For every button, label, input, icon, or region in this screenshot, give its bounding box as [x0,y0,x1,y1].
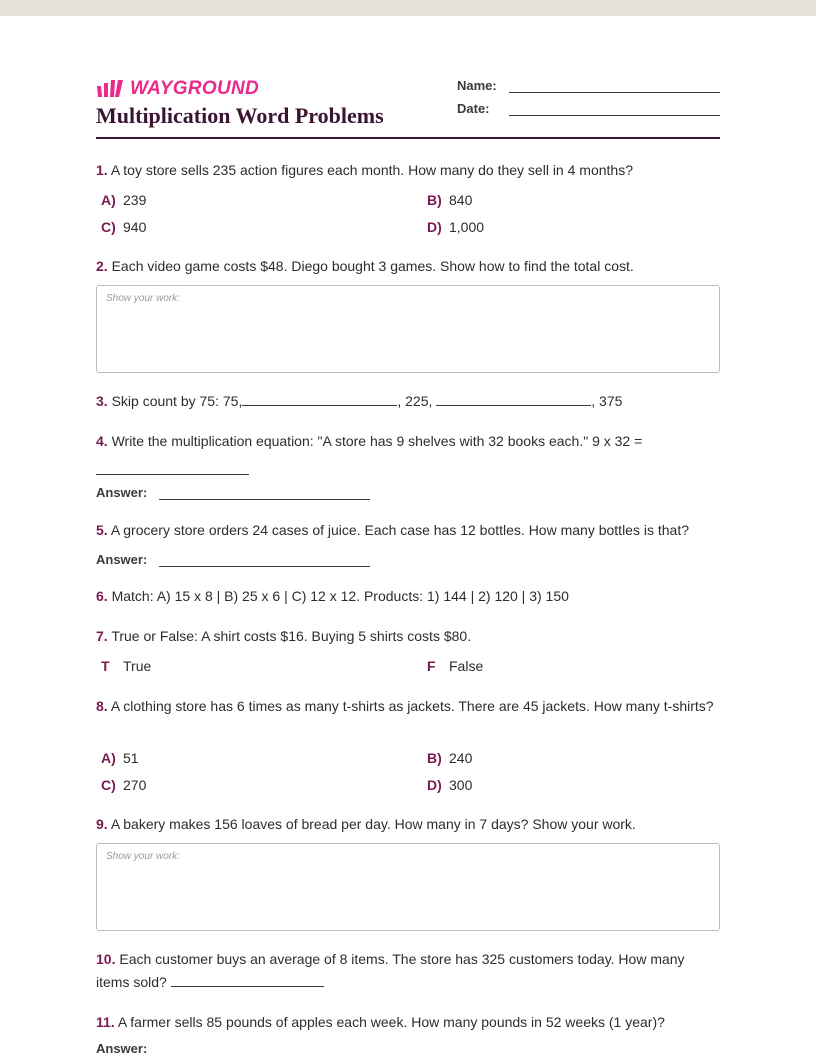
q9-work-box[interactable] [96,843,720,931]
q11-answer[interactable] [96,1041,159,1056]
question-5 [96,519,720,542]
question-3 [96,390,720,413]
name-field[interactable] [457,78,720,93]
q8-option-d[interactable] [427,775,472,795]
q7-option-false[interactable] [427,656,483,676]
answer-label: Answer: [96,552,148,567]
question-10 [96,948,720,994]
option-text: 940 [123,219,147,235]
question-number: 3. [96,393,108,409]
q3-blank-1[interactable] [242,391,397,406]
question-text: Each customer buys an average of 8 items. The store has 325 customers today. How many items sold? [96,951,685,990]
question-11 [96,1011,720,1034]
question-2 [96,255,720,278]
option-text: 51 [123,750,139,766]
q1-option-a[interactable] [101,190,146,210]
question-6 [96,585,720,608]
question-text-end: , 375 [591,393,623,409]
q8-option-a[interactable] [101,748,139,768]
answer-label: Answer: [96,485,148,500]
wayground-logo-icon [96,79,124,99]
answer-line[interactable] [159,485,370,500]
option-letter: F [427,658,436,674]
option-letter: D) [427,777,442,793]
question-number: 6. [96,588,108,604]
question-number: 7. [96,628,108,644]
question-text: A toy store sells 235 action figures each month. How many do they sell in 4 months? [110,162,633,178]
question-number: 10. [96,951,116,967]
option-letter: B) [427,192,442,208]
q7-option-true[interactable] [101,656,151,676]
question-text-middle: , 225, [397,393,433,409]
question-9 [96,813,720,836]
question-number: 2. [96,258,108,274]
answer-line[interactable] [159,552,370,567]
q4-answer[interactable] [96,485,370,500]
q5-answer[interactable] [96,552,370,567]
question-number: 11. [96,1014,115,1030]
q3-blank-2[interactable] [436,391,591,406]
q1-option-d[interactable] [427,217,484,237]
question-7 [96,625,720,648]
question-8 [96,695,720,718]
question-number: 8. [96,698,108,714]
date-label: Date: [457,101,490,116]
option-text: 1,000 [449,219,485,235]
name-line[interactable] [509,78,720,93]
page-title: Multiplication Word Problems [96,103,384,128]
q1-option-c[interactable] [101,217,146,237]
logo-text: WAYGROUND [130,78,260,99]
option-text: True [123,658,152,674]
question-text-start: Skip count by 75: 75, [111,393,243,409]
question-text: Each video game costs $48. Diego bought 3 games. Show how to find the total cost. [111,258,634,274]
question-text: A clothing store has 6 times as many t-shirts as jackets. There are 45 jackets. How many t-shirts? [110,698,714,714]
answer-label: Answer: [96,1041,148,1056]
q8-option-b[interactable] [427,748,472,768]
work-placeholder: Show your work: [106,293,180,304]
option-text: False [449,658,484,674]
question-4 [96,430,720,453]
option-letter: A) [101,750,116,766]
question-1 [96,159,720,182]
option-letter: B) [427,750,442,766]
question-text: A farmer sells 85 pounds of apples each week. How many pounds in 52 weeks (1 year)? [117,1014,665,1030]
option-letter: A) [101,192,116,208]
date-line[interactable] [509,101,720,116]
question-text: A bakery makes 156 loaves of bread per day. How many in 7 days? Show your work. [110,816,636,832]
option-letter: C) [101,219,116,235]
option-letter: C) [101,777,116,793]
top-bar [0,0,816,16]
brand-logo [96,78,259,100]
option-text: 270 [123,777,147,793]
option-letter: D) [427,219,442,235]
date-field[interactable] [457,101,720,116]
q2-work-box[interactable] [96,285,720,373]
name-label: Name: [457,78,497,93]
q4-equation-blank[interactable] [96,460,249,475]
question-number: 1. [96,162,108,178]
q8-option-c[interactable] [101,775,146,795]
question-text: Match: A) 15 x 8 | B) 25 x 6 | C) 12 x 12. Products: 1) 144 | 2) 120 | 3) 150 [111,588,569,604]
q1-option-b[interactable] [427,190,472,210]
option-text: 239 [123,192,147,208]
header-divider [96,137,720,139]
option-text: 240 [449,750,473,766]
question-number: 4. [96,433,108,449]
question-text: A grocery store orders 24 cases of juice. Each case has 12 bottles. How many bottles is that? [110,522,689,538]
question-number: 5. [96,522,108,538]
work-placeholder: Show your work: [106,851,180,862]
option-letter: T [101,658,110,674]
q10-answer-blank[interactable] [171,972,324,987]
option-text: 300 [449,777,473,793]
question-text: Write the multiplication equation: "A store has 9 shelves with 32 books each." 9 x 32 = [111,433,643,449]
question-number: 9. [96,816,108,832]
question-text: True or False: A shirt costs $16. Buying 5 shirts costs $80. [111,628,472,644]
option-text: 840 [449,192,473,208]
